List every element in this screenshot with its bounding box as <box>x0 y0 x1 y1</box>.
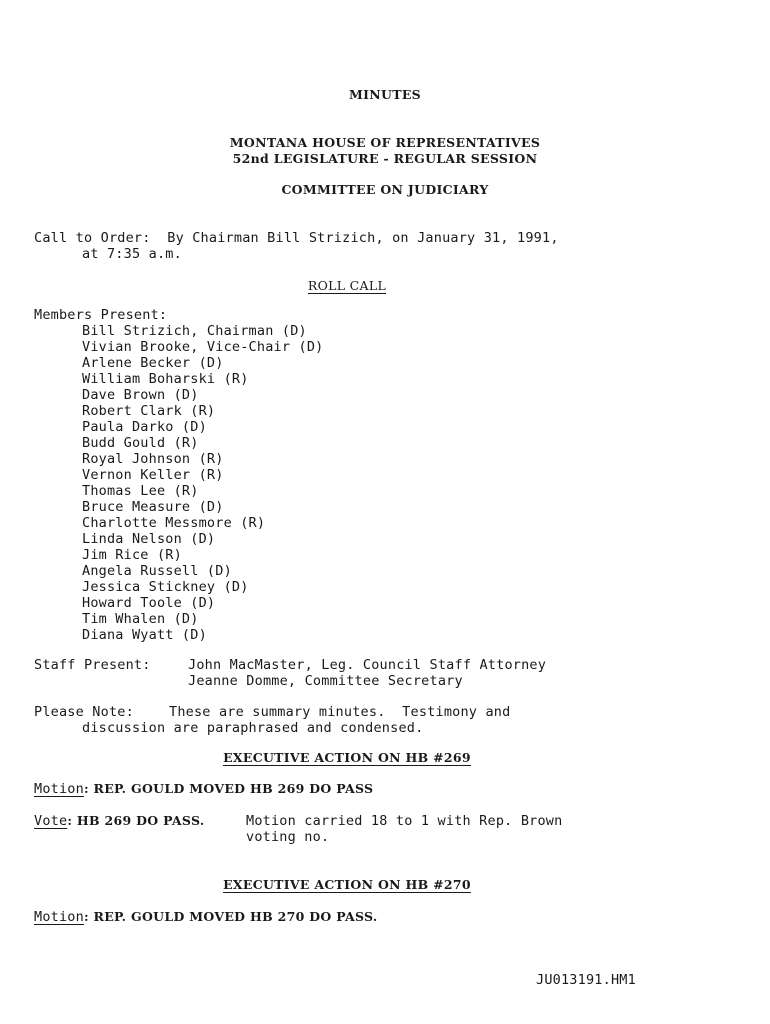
member-item: Dave Brown (D) <box>82 387 199 403</box>
member-item: Bruce Measure (D) <box>82 499 224 515</box>
action-269-heading: EXECUTIVE ACTION ON HB #269 <box>223 750 471 765</box>
member-item: Vernon Keller (R) <box>82 467 224 483</box>
member-item: Diana Wyatt (D) <box>82 627 207 643</box>
member-item: Arlene Becker (D) <box>82 355 224 371</box>
motion-label: Motion <box>34 781 84 797</box>
member-item: Budd Gould (R) <box>82 435 199 451</box>
action-269-vote <box>34 813 205 829</box>
member-item: Paula Darko (D) <box>82 419 207 435</box>
call-to-order-label: Call to Order: <box>34 230 151 246</box>
call-to-order <box>34 230 559 246</box>
member-item: Jessica Stickney (D) <box>82 579 249 595</box>
house-name: MONTANA HOUSE OF REPRESENTATIVES <box>229 135 541 150</box>
member-item: Howard Toole (D) <box>82 595 216 611</box>
document-title: MINUTES <box>349 87 421 102</box>
vote-text-1: Motion carried 18 to 1 with Rep. Brown <box>246 813 563 829</box>
motion-label-270: Motion <box>34 909 84 925</box>
session-name: 52nd LEGISLATURE - REGULAR SESSION <box>232 151 538 166</box>
member-item: Bill Strizich, Chairman (D) <box>82 323 307 339</box>
members-label: Members Present: <box>34 307 168 323</box>
call-to-order-text-2: at 7:35 a.m. <box>82 246 182 262</box>
action-270-heading: EXECUTIVE ACTION ON HB #270 <box>223 877 471 892</box>
call-to-order-text: By Chairman Bill Strizich, on January 31, 1991, <box>167 230 559 246</box>
vote-bold-text: : HB 269 DO PASS. <box>67 813 205 828</box>
member-item: Tim Whalen (D) <box>82 611 199 627</box>
member-item: Angela Russell (D) <box>82 563 232 579</box>
note-line-1: These are summary minutes. Testimony and <box>169 704 511 720</box>
action-270-motion <box>34 909 378 925</box>
member-item: Vivian Brooke, Vice-Chair (D) <box>82 339 324 355</box>
roll-call-heading: ROLL CALL <box>307 278 387 293</box>
vote-text-2: voting no. <box>246 829 330 845</box>
action-269-motion <box>34 781 373 797</box>
motion-text: : REP. GOULD MOVED HB 269 DO PASS <box>83 781 374 796</box>
note-label: Please Note: <box>34 704 134 720</box>
committee-name: COMMITTEE ON JUDICIARY <box>281 182 489 197</box>
vote-label: Vote <box>34 813 68 829</box>
staff-label: Staff Present: <box>34 657 151 673</box>
member-item: Robert Clark (R) <box>82 403 216 419</box>
members-list <box>82 323 324 643</box>
note-line-2: discussion are paraphrased and condensed. <box>82 720 424 736</box>
staff-line-1: John MacMaster, Leg. Council Staff Attorney <box>188 657 547 673</box>
motion-text-270: : REP. GOULD MOVED HB 270 DO PASS. <box>83 909 378 924</box>
member-item: William Boharski (R) <box>82 371 249 387</box>
staff-line-2: Jeanne Domme, Committee Secretary <box>188 673 463 689</box>
document-id: JU013191.HM1 <box>536 972 636 988</box>
member-item: Charlotte Messmore (R) <box>82 515 266 531</box>
member-item: Jim Rice (R) <box>82 547 182 563</box>
member-item: Linda Nelson (D) <box>82 531 216 547</box>
member-item: Thomas Lee (R) <box>82 483 199 499</box>
member-item: Royal Johnson (R) <box>82 451 224 467</box>
